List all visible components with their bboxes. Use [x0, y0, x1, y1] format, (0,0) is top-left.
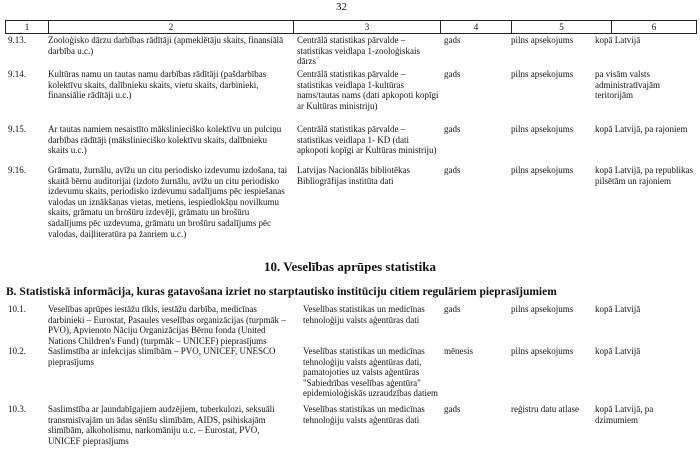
row-number: 9.14.: [8, 69, 26, 79]
section-heading: 10. Veselības aprūpes statistika: [264, 259, 436, 274]
row-number: 10.3.: [8, 404, 26, 414]
subsection-heading: B. Statistiskā informācija, kuras gatavošana izriet no starptautisko institūciju citiem regulāriem pieprasījumiem: [6, 286, 557, 298]
row-description: Saslimstība ar infekcijas slimībām – PVO, UNICEF, UNESCO pieprasījums: [48, 346, 276, 367]
row-scope: kopā Latvijā: [595, 346, 641, 356]
row-scope: kopā Latvijā: [595, 35, 641, 45]
row-source: Centrālā statistikas pārvalde – statistikas veidlapa 1-zooloģiskais dārzs: [297, 35, 420, 67]
row-method: pilns apsekojums: [511, 304, 574, 314]
row-method: pilns apsekojums: [511, 165, 574, 175]
row-scope: kopā Latvijā: [595, 304, 641, 314]
row-source: Latvijas Nacionālās bibliotēkas Bibliogrāfijas institūta dati: [297, 165, 410, 186]
row-method: pilns apsekojums: [511, 69, 574, 79]
column-header: 4: [441, 21, 512, 33]
column-header: 5: [512, 21, 612, 33]
row-method: pilns apsekojums: [511, 346, 574, 356]
row-source: Centrālā statistikas pārvalde – statistikas veidlapa 1- KD (dati apkopoti kopīgi ar Kultūras ministriju): [297, 124, 437, 156]
row-scope: kopā Latvijā, pa republikas pilsētām un rajoniem: [595, 165, 693, 186]
row-scope: pa visām valsts administratīvajām teritorijām: [595, 69, 660, 101]
row-number: 9.13.: [8, 35, 26, 45]
row-description: Ar tautas namiem nesaistīto mākslinieciško kolektīvu un pulciņu darbības rādītāji (mākslinieciško kolektīvu skaits, dalībnieku skaits u.c.): [48, 124, 282, 156]
row-period: gads: [444, 165, 461, 175]
row-period: gads: [444, 69, 461, 79]
row-period: gads: [444, 304, 461, 314]
column-header: 3: [294, 21, 441, 33]
row-method: pilns apsekojums: [511, 35, 574, 45]
row-number: 9.15.: [8, 124, 26, 134]
row-description: Grāmatu, žurnālu, avīžu un citu periodisko izdevumu izdošana, tai skaitā bērnu auditorijai (izdoto žurnālu, avīžu un citu periodisko izdevumu skaits, periodisko izdevumu sadalījums pēc iespiešanas valodas un iznākšanas vietas, metiens, iespiedlokšņu novilkumu skaits, grāmatu un brošūru izdevēji, grāmatu un brošūru sadalījums pēc uzdevuma, grāmatu un brošūru sadalījums pēc valodas, daiļliteratūra pa žanriem u.c.): [48, 165, 288, 239]
column-header: 2: [49, 21, 294, 33]
row-scope: kopā Latvijā, pa dzimumiem: [595, 404, 654, 425]
row-source: Centrālā statistikas pārvalde – statistikas veidlapa 1-kultūras nams/tautas nams (dati apkopoti kopīgi ar Kultūras ministriju): [297, 69, 439, 111]
row-method: pilns apsekojums: [511, 124, 574, 134]
row-description: Veselības aprūpes iestāžu tīkls, iestāžu darbība, medicīnas darbinieki – Eurostat, Pasaules veselības organizācijas (turpmāk – PVO), Apvienoto Nāciju Organizācijas Bērnu fonda (United Nations Children's Fund) (turpmāk – UNICEF) pieprasījums: [48, 304, 286, 346]
row-description: Kultūras namu un tautas namu darbības rādītāji (pašdarbības kolektīvu skaits, dalībnieku skaits, vietu skaits, darbinieki, finansiālie rādītāji u.c.): [48, 69, 267, 101]
row-source: Veselības statistikas un medicīnas tehnoloģiju valsts aģentūras dati: [303, 404, 425, 425]
row-source: Veselības statistikas un medicīnas tehnoloģiju valsts aģentūras dati: [303, 304, 425, 325]
row-description: Saslimstība ar ļaundabīgajiem audzējiem, tuberkulozi, seksuāli transmisīvajām un ādas sēnīšu slimībām, AIDS, psihiskajām slimībām, alkoholismu, narkomāniju u.c. – Eurostat, PVO, UNICEF pieprasījums: [48, 404, 275, 446]
row-period: gads: [444, 124, 461, 134]
row-period: gads: [444, 35, 461, 45]
row-number: 9.16.: [8, 165, 26, 175]
table-header: [5, 20, 697, 34]
row-scope: kopā Latvijā, pa rajoniem: [595, 124, 688, 134]
row-period: mēnesis: [444, 346, 473, 356]
row-number: 10.1.: [8, 304, 26, 314]
row-method: reģistru datu atlase: [511, 404, 579, 414]
row-number: 10.2.: [8, 346, 26, 356]
row-source: Veselības statistikas un medicīnas tehnoloģiju valsts aģentūras dati, pamatojoties uz valsts aģentūras "Sabiedrības veselības aģentūra" epidemioloģiskās uzraudzības datiem: [303, 346, 438, 399]
row-period: gads: [444, 404, 461, 414]
column-header: 6: [651, 22, 657, 32]
page-number: 32: [336, 1, 347, 13]
row-description: Zooloģisko dārzu darbības rādītāji (apmeklētāju skaits, finansiālā darbība u.c.): [48, 35, 284, 56]
column-header: 1: [6, 21, 49, 33]
